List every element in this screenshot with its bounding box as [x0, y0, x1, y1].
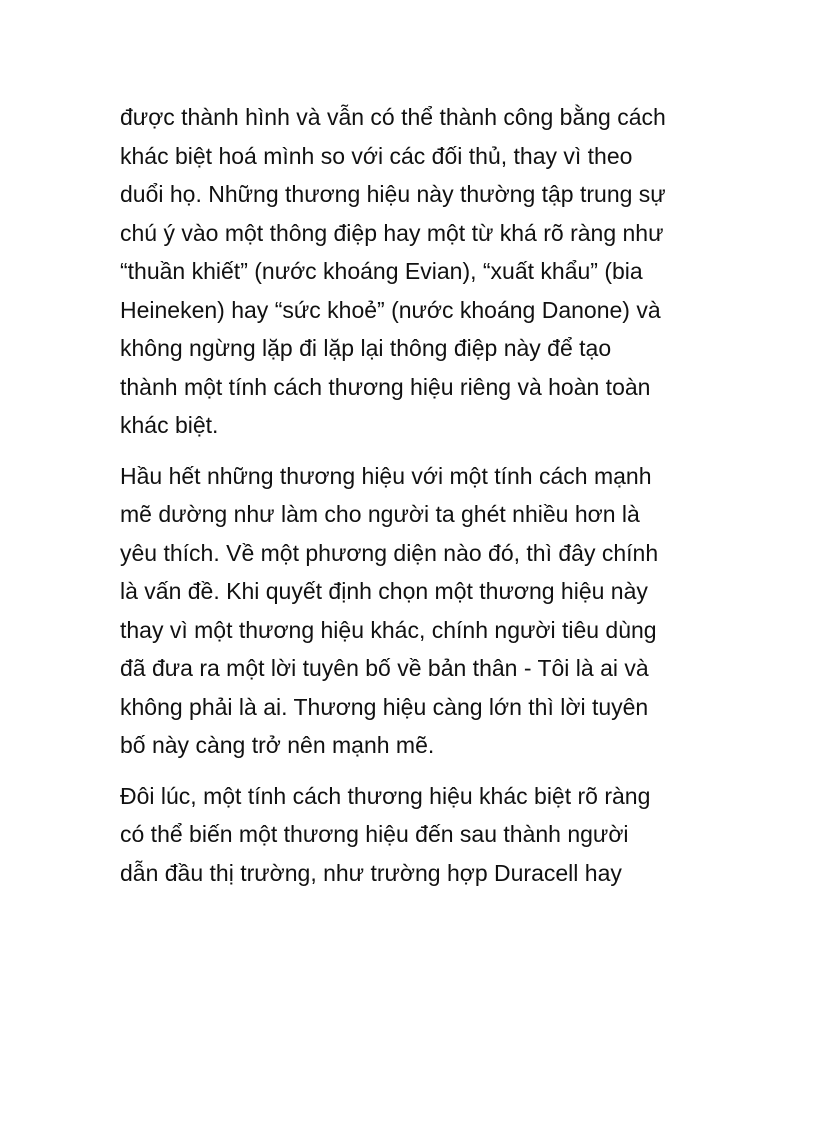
text-line: bố này càng trở nên mạnh mẽ. — [120, 732, 435, 758]
text-line: yêu thích. Về một phương diện nào đó, thì đây chính — [120, 539, 659, 566]
text-line: không phải là ai. Thương hiệu càng lớn thì lời tuyên — [120, 693, 649, 720]
text-line: không ngừng lặp đi lặp lại thông điệp này để tạo — [120, 335, 612, 361]
body-text — [120, 98, 710, 904]
text-line: mẽ dường như làm cho người ta ghét nhiều hơn là — [120, 501, 640, 527]
text-line: chú ý vào một thông điệp hay một từ khá rõ ràng như — [120, 219, 664, 246]
text-line: khác biệt hoá mình so với các đối thủ, thay vì theo — [120, 142, 633, 169]
text-line: duổi họ. Những thương hiệu này thường tập trung sự — [120, 181, 666, 207]
text-line: thay vì một thương hiệu khác, chính người tiêu dùng — [120, 616, 657, 643]
text-line: Heineken) hay “sức khoẻ” (nước khoáng Danone) và — [120, 296, 661, 323]
text-line: khác biệt. — [120, 412, 219, 438]
text-line: có thể biến một thương hiệu đến sau thành người — [120, 821, 629, 847]
text-line: Hầu hết những thương hiệu với một tính cách mạnh — [120, 462, 652, 489]
paragraph-1 — [120, 98, 710, 445]
text-line: “thuần khiết” (nước khoáng Evian), “xuất khẩu” (bia — [120, 258, 643, 284]
text-line: thành một tính cách thương hiệu riêng và hoàn toàn — [120, 373, 651, 400]
text-line: được thành hình và vẫn có thể thành công bằng cách — [120, 104, 666, 130]
text-line: Đôi lúc, một tính cách thương hiệu khác biệt rõ ràng — [120, 782, 651, 809]
paragraph-2 — [120, 457, 710, 765]
text-line: đã đưa ra một lời tuyên bố về bản thân - Tôi là ai và — [120, 655, 649, 681]
text-line: là vấn đề. Khi quyết định chọn một thương hiệu này — [120, 578, 648, 604]
text-line: dẫn đầu thị trường, như trường hợp Duracell hay — [120, 859, 622, 886]
paragraph-3 — [120, 777, 710, 893]
